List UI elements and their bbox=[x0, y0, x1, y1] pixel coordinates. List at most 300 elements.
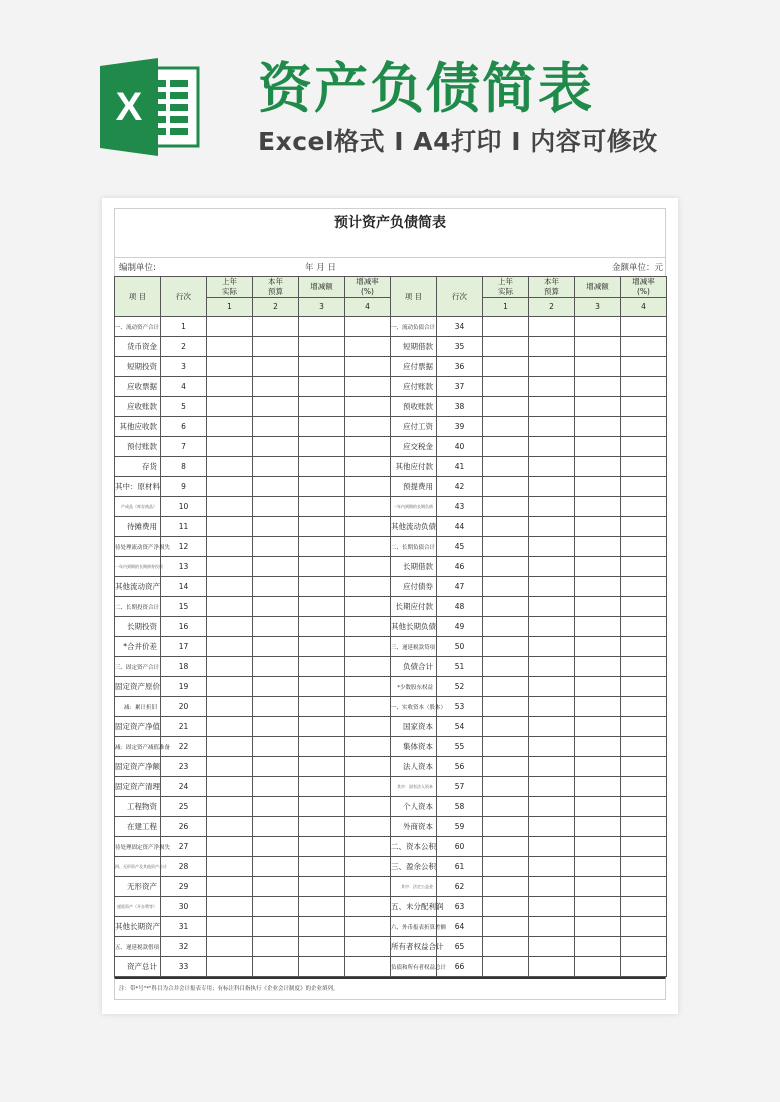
value-cell[interactable] bbox=[529, 757, 575, 777]
value-cell[interactable] bbox=[621, 697, 667, 717]
value-cell[interactable] bbox=[483, 537, 529, 557]
value-cell[interactable] bbox=[207, 557, 253, 577]
value-cell[interactable] bbox=[621, 917, 667, 937]
value-cell[interactable] bbox=[529, 337, 575, 357]
value-cell[interactable] bbox=[253, 677, 299, 697]
value-cell[interactable] bbox=[299, 717, 345, 737]
value-cell[interactable] bbox=[483, 737, 529, 757]
item-label: 应收票据 bbox=[115, 377, 161, 397]
value-cell[interactable] bbox=[575, 717, 621, 737]
value-cell[interactable] bbox=[207, 917, 253, 937]
item-label: 一年内到期的长期债券投资 bbox=[115, 557, 161, 577]
value-cell[interactable] bbox=[299, 777, 345, 797]
line-number: 64 bbox=[437, 917, 483, 937]
value-cell[interactable] bbox=[253, 597, 299, 617]
value-cell[interactable] bbox=[345, 957, 391, 977]
value-cell[interactable] bbox=[345, 757, 391, 777]
value-cell[interactable] bbox=[299, 557, 345, 577]
value-cell[interactable] bbox=[299, 397, 345, 417]
value-cell[interactable] bbox=[253, 397, 299, 417]
value-cell[interactable] bbox=[207, 477, 253, 497]
value-cell[interactable] bbox=[299, 497, 345, 517]
value-cell[interactable] bbox=[345, 937, 391, 957]
value-cell[interactable] bbox=[483, 677, 529, 697]
value-cell[interactable] bbox=[529, 737, 575, 757]
value-cell[interactable] bbox=[345, 857, 391, 877]
value-cell[interactable] bbox=[621, 377, 667, 397]
value-cell[interactable] bbox=[345, 677, 391, 697]
value-cell[interactable] bbox=[253, 577, 299, 597]
value-cell[interactable] bbox=[621, 577, 667, 597]
value-cell[interactable] bbox=[483, 477, 529, 497]
value-cell[interactable] bbox=[621, 877, 667, 897]
value-cell[interactable] bbox=[299, 697, 345, 717]
value-cell[interactable] bbox=[299, 597, 345, 617]
table-row bbox=[115, 917, 667, 937]
value-cell[interactable] bbox=[207, 657, 253, 677]
value-cell[interactable] bbox=[207, 497, 253, 517]
value-cell[interactable] bbox=[299, 817, 345, 837]
value-cell[interactable] bbox=[253, 937, 299, 957]
item-label: 工程物资 bbox=[115, 797, 161, 817]
value-cell[interactable] bbox=[345, 777, 391, 797]
value-cell[interactable] bbox=[483, 657, 529, 677]
value-cell[interactable] bbox=[575, 777, 621, 797]
value-cell[interactable] bbox=[207, 857, 253, 877]
col-num: 2 bbox=[529, 298, 575, 317]
table-row bbox=[115, 497, 667, 517]
value-cell[interactable] bbox=[529, 517, 575, 537]
value-cell[interactable] bbox=[253, 417, 299, 437]
value-cell[interactable] bbox=[575, 317, 621, 337]
value-cell[interactable] bbox=[207, 337, 253, 357]
value-cell[interactable] bbox=[483, 577, 529, 597]
value-cell[interactable] bbox=[529, 637, 575, 657]
item-label: 存货 bbox=[115, 457, 161, 477]
value-cell[interactable] bbox=[345, 317, 391, 337]
value-cell[interactable] bbox=[207, 957, 253, 977]
value-cell[interactable] bbox=[621, 397, 667, 417]
value-cell[interactable] bbox=[621, 717, 667, 737]
value-cell[interactable] bbox=[207, 817, 253, 837]
value-cell[interactable] bbox=[529, 717, 575, 737]
value-cell[interactable] bbox=[207, 357, 253, 377]
value-cell[interactable] bbox=[207, 437, 253, 457]
value-cell[interactable] bbox=[529, 817, 575, 837]
line-number: 9 bbox=[161, 477, 207, 497]
value-cell[interactable] bbox=[207, 717, 253, 737]
value-cell[interactable] bbox=[483, 557, 529, 577]
value-cell[interactable] bbox=[529, 937, 575, 957]
value-cell[interactable] bbox=[621, 517, 667, 537]
value-cell[interactable] bbox=[483, 417, 529, 437]
value-cell[interactable] bbox=[299, 477, 345, 497]
line-number: 27 bbox=[161, 837, 207, 857]
value-cell[interactable] bbox=[529, 837, 575, 857]
value-cell[interactable] bbox=[299, 937, 345, 957]
item-label: 待处理固定资产净损失 bbox=[115, 837, 161, 857]
value-cell[interactable] bbox=[207, 517, 253, 537]
value-cell[interactable] bbox=[299, 517, 345, 537]
value-cell[interactable] bbox=[529, 797, 575, 817]
value-cell[interactable] bbox=[621, 937, 667, 957]
value-cell[interactable] bbox=[207, 757, 253, 777]
value-cell[interactable] bbox=[253, 737, 299, 757]
value-cell[interactable] bbox=[253, 717, 299, 737]
value-cell[interactable] bbox=[529, 957, 575, 977]
value-cell[interactable] bbox=[575, 617, 621, 637]
value-cell[interactable] bbox=[253, 637, 299, 657]
value-cell[interactable] bbox=[299, 957, 345, 977]
value-cell[interactable] bbox=[253, 497, 299, 517]
value-cell[interactable] bbox=[253, 357, 299, 377]
value-cell[interactable] bbox=[483, 517, 529, 537]
value-cell[interactable] bbox=[575, 337, 621, 357]
line-number: 60 bbox=[437, 837, 483, 857]
value-cell[interactable] bbox=[345, 457, 391, 477]
value-cell[interactable] bbox=[621, 757, 667, 777]
value-cell[interactable] bbox=[529, 357, 575, 377]
value-cell[interactable] bbox=[575, 577, 621, 597]
value-cell[interactable] bbox=[345, 897, 391, 917]
value-cell[interactable] bbox=[483, 457, 529, 477]
value-cell[interactable] bbox=[575, 457, 621, 477]
value-cell[interactable] bbox=[483, 717, 529, 737]
value-cell[interactable] bbox=[529, 457, 575, 477]
value-cell[interactable] bbox=[299, 797, 345, 817]
value-cell[interactable] bbox=[299, 677, 345, 697]
value-cell[interactable] bbox=[621, 317, 667, 337]
value-cell[interactable] bbox=[621, 437, 667, 457]
value-cell[interactable] bbox=[299, 637, 345, 657]
value-cell[interactable] bbox=[207, 897, 253, 917]
value-cell[interactable] bbox=[207, 457, 253, 477]
value-cell[interactable] bbox=[621, 857, 667, 877]
value-cell[interactable] bbox=[529, 917, 575, 937]
header-row bbox=[115, 277, 667, 298]
value-cell[interactable] bbox=[575, 897, 621, 917]
value-cell[interactable] bbox=[345, 697, 391, 717]
value-cell[interactable] bbox=[253, 897, 299, 917]
value-cell[interactable] bbox=[253, 477, 299, 497]
value-cell[interactable] bbox=[575, 957, 621, 977]
value-cell[interactable] bbox=[299, 617, 345, 637]
value-cell[interactable] bbox=[483, 797, 529, 817]
value-cell[interactable] bbox=[253, 517, 299, 537]
value-cell[interactable] bbox=[253, 797, 299, 817]
value-cell[interactable] bbox=[253, 557, 299, 577]
value-cell[interactable] bbox=[207, 537, 253, 557]
value-cell[interactable] bbox=[253, 617, 299, 637]
value-cell[interactable] bbox=[483, 637, 529, 657]
value-cell[interactable] bbox=[483, 877, 529, 897]
col-item-right: 项 目 bbox=[391, 277, 437, 317]
value-cell[interactable] bbox=[575, 597, 621, 617]
value-cell[interactable] bbox=[253, 957, 299, 977]
value-cell[interactable] bbox=[253, 697, 299, 717]
value-cell[interactable] bbox=[529, 537, 575, 557]
line-number: 7 bbox=[161, 437, 207, 457]
value-cell[interactable] bbox=[575, 757, 621, 777]
line-number: 25 bbox=[161, 797, 207, 817]
value-cell[interactable] bbox=[621, 777, 667, 797]
value-cell[interactable] bbox=[483, 777, 529, 797]
value-cell[interactable] bbox=[345, 477, 391, 497]
value-cell[interactable] bbox=[621, 557, 667, 577]
col-num: 2 bbox=[253, 298, 299, 317]
value-cell[interactable] bbox=[621, 357, 667, 377]
value-cell[interactable] bbox=[345, 497, 391, 517]
value-cell[interactable] bbox=[207, 697, 253, 717]
value-cell[interactable] bbox=[575, 497, 621, 517]
value-cell[interactable] bbox=[483, 917, 529, 937]
value-cell[interactable] bbox=[621, 797, 667, 817]
value-cell[interactable] bbox=[575, 437, 621, 457]
value-cell[interactable] bbox=[345, 597, 391, 617]
value-cell[interactable] bbox=[529, 377, 575, 397]
value-cell[interactable] bbox=[483, 697, 529, 717]
value-cell[interactable] bbox=[253, 537, 299, 557]
value-cell[interactable] bbox=[575, 837, 621, 857]
value-cell[interactable] bbox=[575, 637, 621, 657]
value-cell[interactable] bbox=[207, 737, 253, 757]
value-cell[interactable] bbox=[529, 617, 575, 637]
value-cell[interactable] bbox=[207, 577, 253, 597]
value-cell[interactable] bbox=[207, 377, 253, 397]
value-cell[interactable] bbox=[253, 377, 299, 397]
value-cell[interactable] bbox=[621, 737, 667, 757]
value-cell[interactable] bbox=[207, 417, 253, 437]
line-number: 33 bbox=[161, 957, 207, 977]
value-cell[interactable] bbox=[299, 897, 345, 917]
value-cell[interactable] bbox=[207, 397, 253, 417]
value-cell[interactable] bbox=[299, 877, 345, 897]
value-cell[interactable] bbox=[345, 877, 391, 897]
value-cell[interactable] bbox=[207, 937, 253, 957]
value-cell[interactable] bbox=[345, 337, 391, 357]
value-cell[interactable] bbox=[345, 637, 391, 657]
value-cell[interactable] bbox=[299, 837, 345, 857]
value-cell[interactable] bbox=[529, 577, 575, 597]
value-cell[interactable] bbox=[253, 857, 299, 877]
value-cell[interactable] bbox=[483, 837, 529, 857]
value-cell[interactable] bbox=[253, 817, 299, 837]
value-cell[interactable] bbox=[483, 757, 529, 777]
value-cell[interactable] bbox=[575, 517, 621, 537]
value-cell[interactable] bbox=[345, 437, 391, 457]
value-cell[interactable] bbox=[575, 357, 621, 377]
value-cell[interactable] bbox=[299, 337, 345, 357]
value-cell[interactable] bbox=[253, 457, 299, 477]
value-cell[interactable] bbox=[621, 957, 667, 977]
value-cell[interactable] bbox=[621, 477, 667, 497]
value-cell[interactable] bbox=[207, 597, 253, 617]
value-cell[interactable] bbox=[621, 597, 667, 617]
line-number: 11 bbox=[161, 517, 207, 537]
value-cell[interactable] bbox=[483, 337, 529, 357]
value-cell[interactable] bbox=[253, 317, 299, 337]
item-label: 其中：原材料 bbox=[115, 477, 161, 497]
value-cell[interactable] bbox=[207, 837, 253, 857]
value-cell[interactable] bbox=[345, 717, 391, 737]
value-cell[interactable] bbox=[253, 777, 299, 797]
value-cell[interactable] bbox=[253, 837, 299, 857]
value-cell[interactable] bbox=[345, 617, 391, 637]
value-cell[interactable] bbox=[621, 457, 667, 477]
value-cell[interactable] bbox=[483, 937, 529, 957]
value-cell[interactable] bbox=[529, 317, 575, 337]
value-cell[interactable] bbox=[299, 917, 345, 937]
value-cell[interactable] bbox=[575, 417, 621, 437]
value-cell[interactable] bbox=[207, 617, 253, 637]
value-cell[interactable] bbox=[483, 897, 529, 917]
value-cell[interactable] bbox=[345, 917, 391, 937]
value-cell[interactable] bbox=[621, 417, 667, 437]
value-cell[interactable] bbox=[575, 537, 621, 557]
value-cell[interactable] bbox=[299, 437, 345, 457]
value-cell[interactable] bbox=[253, 917, 299, 937]
col-rate: 增减率 (%) bbox=[345, 277, 391, 298]
value-cell[interactable] bbox=[207, 637, 253, 657]
value-cell[interactable] bbox=[575, 737, 621, 757]
value-cell[interactable] bbox=[621, 837, 667, 857]
value-cell[interactable] bbox=[345, 577, 391, 597]
value-cell[interactable] bbox=[483, 377, 529, 397]
value-cell[interactable] bbox=[345, 357, 391, 377]
item-label: 应付票据 bbox=[391, 357, 437, 377]
line-number: 56 bbox=[437, 757, 483, 777]
value-cell[interactable] bbox=[207, 777, 253, 797]
value-cell[interactable] bbox=[253, 757, 299, 777]
line-number: 22 bbox=[161, 737, 207, 757]
table-row bbox=[115, 817, 667, 837]
value-cell[interactable] bbox=[345, 817, 391, 837]
value-cell[interactable] bbox=[345, 377, 391, 397]
value-cell[interactable] bbox=[299, 537, 345, 557]
value-cell[interactable] bbox=[299, 857, 345, 877]
value-cell[interactable] bbox=[621, 677, 667, 697]
value-cell[interactable] bbox=[345, 537, 391, 557]
item-label: 产成品（库存商品） bbox=[115, 497, 161, 517]
value-cell[interactable] bbox=[529, 437, 575, 457]
value-cell[interactable] bbox=[345, 797, 391, 817]
value-cell[interactable] bbox=[529, 677, 575, 697]
value-cell[interactable] bbox=[345, 517, 391, 537]
value-cell[interactable] bbox=[483, 397, 529, 417]
table-row bbox=[115, 617, 667, 637]
value-cell[interactable] bbox=[483, 957, 529, 977]
value-cell[interactable] bbox=[483, 497, 529, 517]
value-cell[interactable] bbox=[207, 317, 253, 337]
value-cell[interactable] bbox=[529, 777, 575, 797]
value-cell[interactable] bbox=[299, 757, 345, 777]
value-cell[interactable] bbox=[483, 437, 529, 457]
value-cell[interactable] bbox=[207, 677, 253, 697]
value-cell[interactable] bbox=[253, 337, 299, 357]
value-cell[interactable] bbox=[575, 817, 621, 837]
value-cell[interactable] bbox=[253, 437, 299, 457]
line-number: 24 bbox=[161, 777, 207, 797]
table-row bbox=[115, 577, 667, 597]
item-label: 五、未分配利润 bbox=[391, 897, 437, 917]
value-cell[interactable] bbox=[207, 797, 253, 817]
value-cell[interactable] bbox=[299, 417, 345, 437]
line-number: 10 bbox=[161, 497, 207, 517]
value-cell[interactable] bbox=[299, 317, 345, 337]
value-cell[interactable] bbox=[483, 317, 529, 337]
value-cell[interactable] bbox=[575, 657, 621, 677]
value-cell[interactable] bbox=[529, 397, 575, 417]
value-cell[interactable] bbox=[575, 877, 621, 897]
value-cell[interactable] bbox=[529, 477, 575, 497]
value-cell[interactable] bbox=[575, 917, 621, 937]
value-cell[interactable] bbox=[621, 897, 667, 917]
value-cell[interactable] bbox=[529, 597, 575, 617]
value-cell[interactable] bbox=[575, 557, 621, 577]
line-number: 32 bbox=[161, 937, 207, 957]
value-cell[interactable] bbox=[575, 857, 621, 877]
value-cell[interactable] bbox=[483, 817, 529, 837]
value-cell[interactable] bbox=[529, 417, 575, 437]
value-cell[interactable] bbox=[621, 497, 667, 517]
value-cell[interactable] bbox=[529, 857, 575, 877]
value-cell[interactable] bbox=[299, 457, 345, 477]
value-cell[interactable] bbox=[575, 397, 621, 417]
value-cell[interactable] bbox=[575, 677, 621, 697]
value-cell[interactable] bbox=[621, 617, 667, 637]
value-cell[interactable] bbox=[575, 797, 621, 817]
value-cell[interactable] bbox=[299, 357, 345, 377]
value-cell[interactable] bbox=[575, 377, 621, 397]
value-cell[interactable] bbox=[621, 637, 667, 657]
unit-label: 编制单位: bbox=[119, 263, 156, 273]
value-cell[interactable] bbox=[529, 697, 575, 717]
value-cell[interactable] bbox=[253, 877, 299, 897]
value-cell[interactable] bbox=[483, 597, 529, 617]
value-cell[interactable] bbox=[207, 877, 253, 897]
value-cell[interactable] bbox=[345, 657, 391, 677]
value-cell[interactable] bbox=[621, 537, 667, 557]
value-cell[interactable] bbox=[345, 557, 391, 577]
value-cell[interactable] bbox=[575, 697, 621, 717]
value-cell[interactable] bbox=[345, 737, 391, 757]
value-cell[interactable] bbox=[299, 377, 345, 397]
value-cell[interactable] bbox=[483, 357, 529, 377]
value-cell[interactable] bbox=[299, 577, 345, 597]
value-cell[interactable] bbox=[529, 497, 575, 517]
table-row bbox=[115, 597, 667, 617]
value-cell[interactable] bbox=[253, 657, 299, 677]
value-cell[interactable] bbox=[345, 417, 391, 437]
value-cell[interactable] bbox=[299, 657, 345, 677]
col-rate-right: 增减率 (%) bbox=[621, 277, 667, 298]
value-cell[interactable] bbox=[621, 817, 667, 837]
value-cell[interactable] bbox=[529, 657, 575, 677]
value-cell[interactable] bbox=[529, 557, 575, 577]
value-cell[interactable] bbox=[575, 477, 621, 497]
value-cell[interactable] bbox=[483, 617, 529, 637]
value-cell[interactable] bbox=[529, 897, 575, 917]
value-cell[interactable] bbox=[345, 837, 391, 857]
value-cell[interactable] bbox=[483, 857, 529, 877]
value-cell[interactable] bbox=[575, 937, 621, 957]
value-cell[interactable] bbox=[299, 737, 345, 757]
value-cell[interactable] bbox=[529, 877, 575, 897]
value-cell[interactable] bbox=[621, 337, 667, 357]
table-row bbox=[115, 317, 667, 337]
value-cell[interactable] bbox=[621, 657, 667, 677]
value-cell[interactable] bbox=[345, 397, 391, 417]
